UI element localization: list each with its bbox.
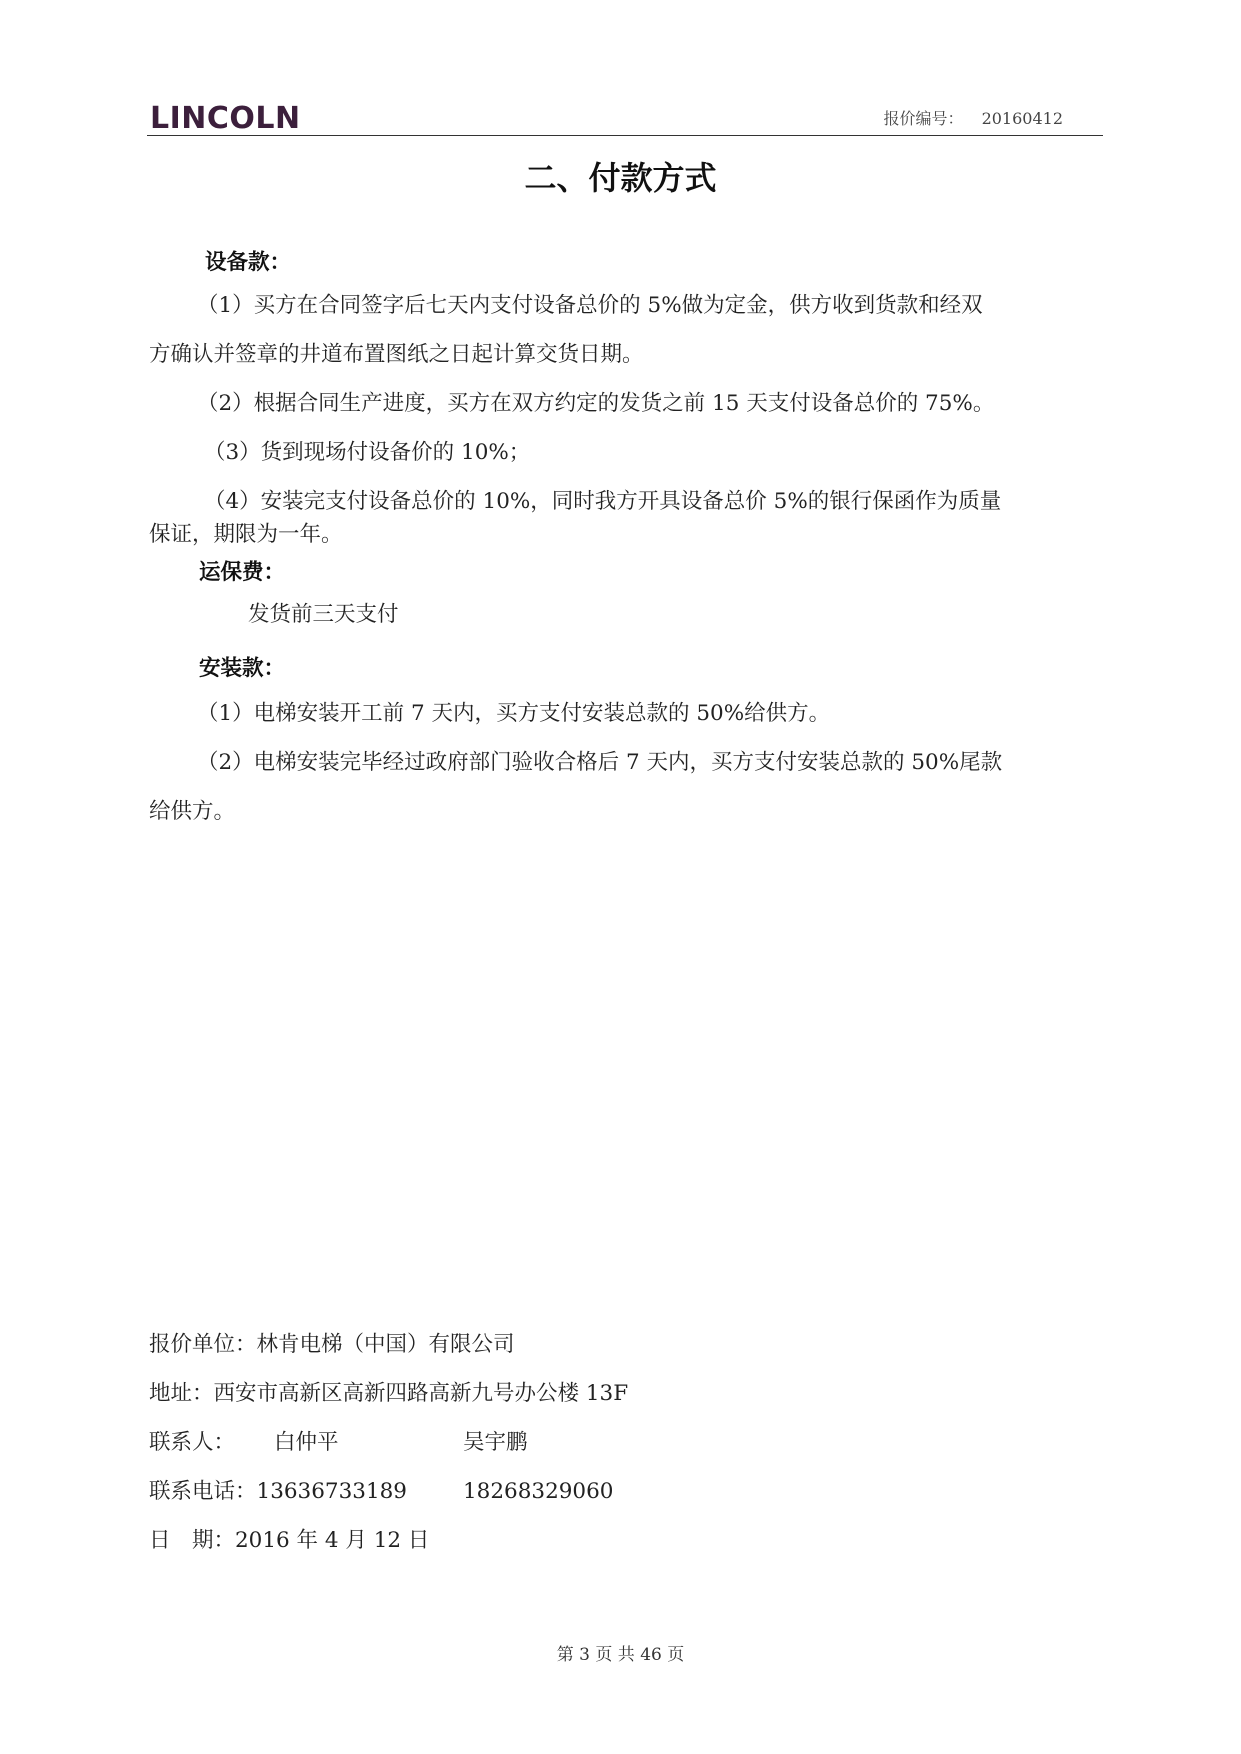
quote-number (884, 106, 1063, 129)
contact-person-label: 联系人： (149, 1430, 236, 1455)
quote-number-label: 报价编号： (883, 109, 964, 128)
contact-phone-2: 18268329060 (463, 1479, 614, 1504)
equipment-item-3: （3）货到现场付设备价的 10%； (204, 440, 531, 465)
equipment-item-1-line-2: 方确认并签章的井道布置图纸之日起计算交货日期。 (149, 342, 644, 367)
equipment-item-4-line-2: 保证，期限为一年。 (149, 522, 343, 547)
equipment-heading: 设备款： (205, 250, 292, 275)
contact-person-2: 吴宇鹏 (463, 1430, 528, 1455)
contact-phones (149, 1475, 1049, 1509)
contact-phone-1: 13636733189 (256, 1479, 407, 1504)
company-address: 地址：西安市高新区高新四路高新九号办公楼 13F (149, 1381, 629, 1406)
quote-date: 日 期：2016 年 4 月 12 日 (149, 1528, 430, 1553)
page-number: 第 3 页 共 46 页 (556, 1645, 685, 1665)
installation-item-2-line-1: （2）电梯安装完毕经过政府部门验收合格后 7 天内，买方支付安装总款的 50%尾款 (197, 750, 1003, 775)
equipment-item-1-line-1: （1）买方在合同签字后七天内支付设备总价的 5%做为定金，供方收到货款和经双 (197, 293, 983, 318)
shipping-heading: 运保费： (199, 560, 286, 585)
equipment-item-4-line-1: （4）安装完支付设备总价的 10%，同时我方开具设备总价 5%的银行保函作为质量 (204, 489, 1002, 514)
lincoln-logo: LINCOLN (150, 101, 301, 136)
quote-number-value: 20160412 (981, 109, 1063, 128)
installation-item-2-line-2: 给供方。 (149, 799, 236, 824)
installation-heading: 安装款： (199, 656, 286, 681)
page-title: 二、付款方式 (524, 159, 717, 197)
shipping-text: 发货前三天支付 (248, 602, 399, 627)
quote-unit: 报价单位：林肯电梯（中国）有限公司 (149, 1332, 515, 1357)
header-divider (147, 135, 1103, 136)
contact-persons (149, 1426, 1049, 1460)
installation-item-1: （1）电梯安装开工前 7 天内，买方支付安装总款的 50%给供方。 (197, 701, 831, 726)
contact-person-1: 白仲平 (274, 1430, 339, 1455)
equipment-item-2: （2）根据合同生产进度，买方在双方约定的发货之前 15 天支付设备总价的 75%。 (197, 391, 995, 416)
contact-phone-label: 联系电话： (149, 1479, 257, 1504)
